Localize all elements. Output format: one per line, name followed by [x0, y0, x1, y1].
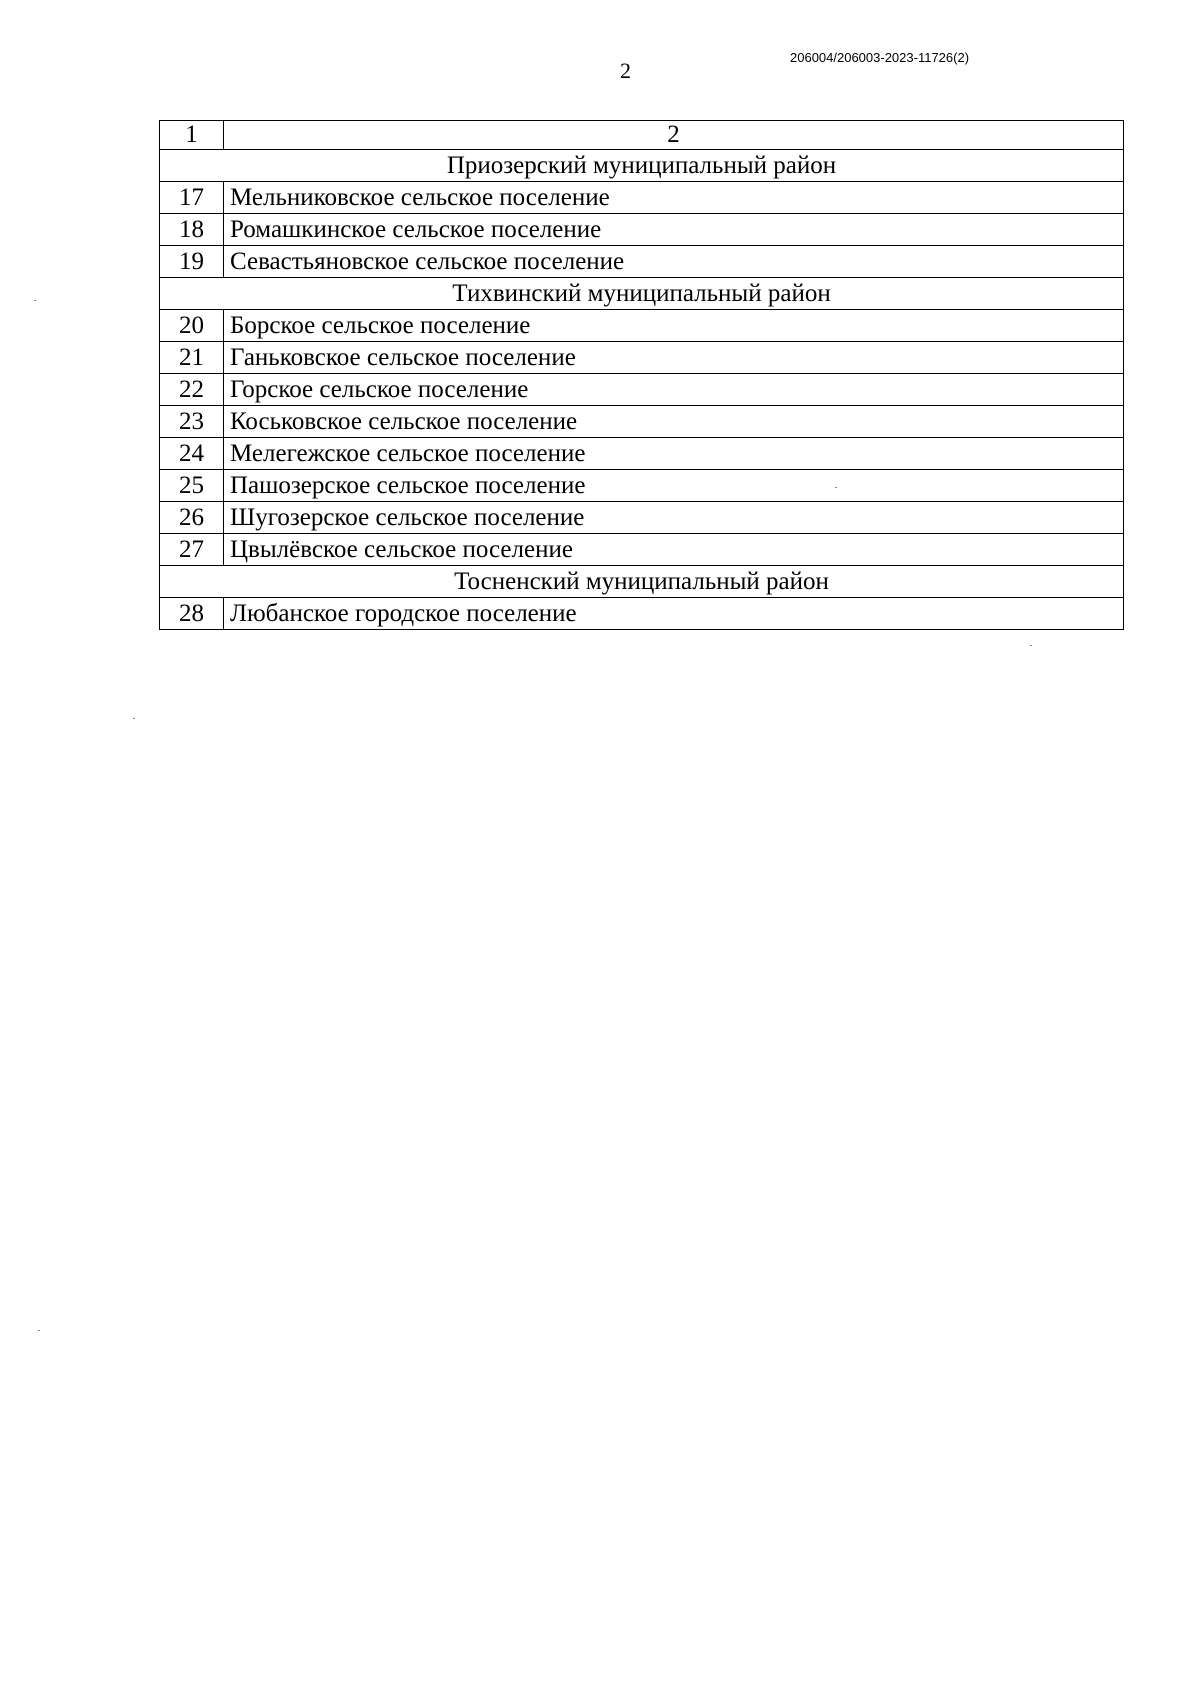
row-number: 27 [160, 534, 224, 566]
table-row [160, 246, 1124, 278]
table-row [160, 182, 1124, 214]
column-2-header: 2 [224, 121, 1124, 150]
settlement-name: Борское сельское поселение [224, 310, 1124, 342]
settlement-name: Ромашкинское сельское поселение [224, 214, 1124, 246]
document-id: 206004/206003-2023-11726(2) [790, 50, 970, 65]
table-row [160, 438, 1124, 470]
row-number: 28 [160, 598, 224, 630]
settlement-name: Ганьковское сельское поселение [224, 342, 1124, 374]
scan-speck [835, 487, 837, 488]
section-title: Тихвинский муниципальный район [160, 278, 1124, 310]
column-1-header: 1 [160, 121, 224, 150]
table-row [160, 534, 1124, 566]
row-number: 18 [160, 214, 224, 246]
row-number: 21 [160, 342, 224, 374]
table-row [160, 342, 1124, 374]
section-title-row [160, 278, 1124, 310]
scan-speck [34, 300, 36, 301]
table-row [160, 502, 1124, 534]
row-number: 22 [160, 374, 224, 406]
page-number: 2 [620, 58, 631, 83]
scan-speck [1030, 645, 1032, 646]
settlement-name: Горское сельское поселение [224, 374, 1124, 406]
settlements-table [159, 120, 1124, 630]
settlement-name: Севастьяновское сельское поселение [224, 246, 1124, 278]
settlement-name: Цвылёвское сельское поселение [224, 534, 1124, 566]
settlement-name: Коськовское сельское поселение [224, 406, 1124, 438]
table-row [160, 470, 1124, 502]
section-title: Тосненский муниципальный район [160, 566, 1124, 598]
table-row [160, 214, 1124, 246]
row-number: 26 [160, 502, 224, 534]
row-number: 23 [160, 406, 224, 438]
table-row [160, 598, 1124, 630]
settlement-name: Мелегежское сельское поселение [224, 438, 1124, 470]
row-number: 19 [160, 246, 224, 278]
table-row [160, 374, 1124, 406]
row-number: 17 [160, 182, 224, 214]
section-title-row [160, 566, 1124, 598]
settlement-name: Пашозерское сельское поселение [224, 470, 1124, 502]
row-number: 20 [160, 310, 224, 342]
row-number: 24 [160, 438, 224, 470]
scan-speck [133, 718, 135, 719]
table-row [160, 310, 1124, 342]
settlement-name: Шугозерское сельское поселение [224, 502, 1124, 534]
settlement-name: Мельниковское сельское поселение [224, 182, 1124, 214]
table-header-row [160, 121, 1124, 150]
section-title-row [160, 150, 1124, 182]
table-row [160, 406, 1124, 438]
row-number: 25 [160, 470, 224, 502]
scan-speck [38, 1330, 40, 1331]
settlement-name: Любанское городское поселение [224, 598, 1124, 630]
section-title: Приозерский муниципальный район [160, 150, 1124, 182]
